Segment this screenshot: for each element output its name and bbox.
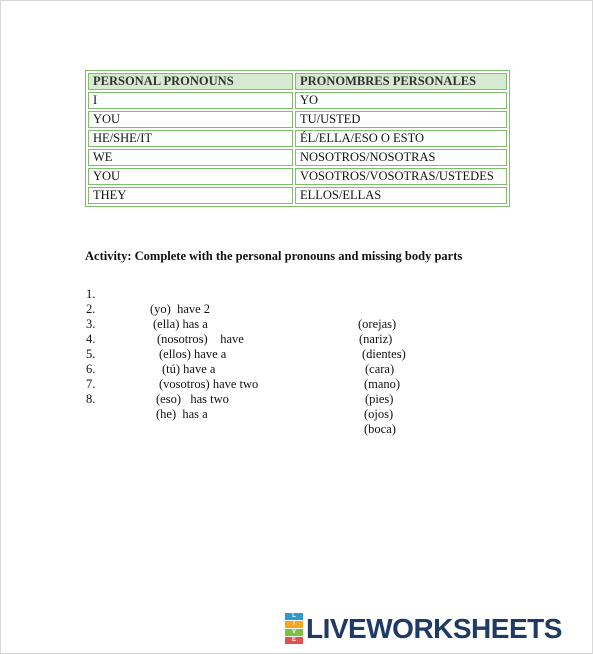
exercise-number: 1. [86,287,96,301]
badge-letter: L [285,613,303,620]
exercise-answer: (dientes) [362,347,406,361]
logo-text: LIVEWORKSHEETS [306,613,562,644]
table-cell-english: THEY [88,187,293,204]
table-header-spanish: PRONOMBRES PERSONALES [295,73,507,90]
table-row [88,168,507,185]
activity-title: Activity: Complete with the personal pronouns and missing body parts [85,249,463,263]
exercise-answer: (mano) [364,377,401,391]
exercise-number: 3. [86,317,96,331]
table-cell-spanish: VOSOTROS/VOSOTRAS/USTEDES [295,168,507,185]
table-header-english: PERSONAL PRONOUNS [88,73,293,90]
badge-letter: I [285,621,303,628]
exercise-answer: (nariz) [359,332,393,346]
table-cell-english: WE [88,149,293,166]
exercise-answer: (boca) [364,422,396,436]
table-cell-english: HE/SHE/IT [88,130,293,147]
exercise-answer: (pies) [365,392,394,406]
table-row [88,130,507,147]
exercise-text: (yo) have 2 [150,302,211,316]
pronouns-table [85,70,510,207]
exercise-text: (ella) has a [153,317,208,331]
exercise-number: 2. [86,302,96,316]
exercise-answer: (cara) [365,362,395,376]
exercise-number: 6. [86,362,96,376]
exercise-text: (ellos) have a [159,347,227,361]
badge-letter: E [285,637,303,644]
exercise-number: 8. [86,392,96,406]
table-cell-english: I [88,92,293,109]
exercise-text: (nosotros) have [157,332,244,346]
exercise-text: (he) has a [156,407,208,421]
exercise-text: (tú) have a [162,362,216,376]
table-row [88,111,507,128]
liveworksheets-logo [285,613,562,645]
exercise-number: 7. [86,377,96,391]
table-cell-spanish: ELLOS/ELLAS [295,187,507,204]
badge-letter: V [285,629,303,636]
exercise-number: 5. [86,347,96,361]
exercise-text: (eso) has two [156,392,229,406]
exercise-text: (vosotros) have two [159,377,259,391]
exercise-answer: (orejas) [358,317,397,331]
exercise-answer: (ojos) [364,407,394,421]
table-row [88,92,507,109]
table-cell-english: YOU [88,111,293,128]
table-cell-spanish: ÉL/ELLA/ESO O ESTO [295,130,507,147]
exercise-number: 4. [86,332,96,346]
table-cell-spanish: TU/USTED [295,111,507,128]
table-row [88,149,507,166]
table-cell-spanish: YO [295,92,507,109]
live-badge-icon [285,613,303,645]
table-header-row [88,73,507,90]
table-cell-spanish: NOSOTROS/NOSOTRAS [295,149,507,166]
table-cell-english: YOU [88,168,293,185]
table-row [88,187,507,204]
